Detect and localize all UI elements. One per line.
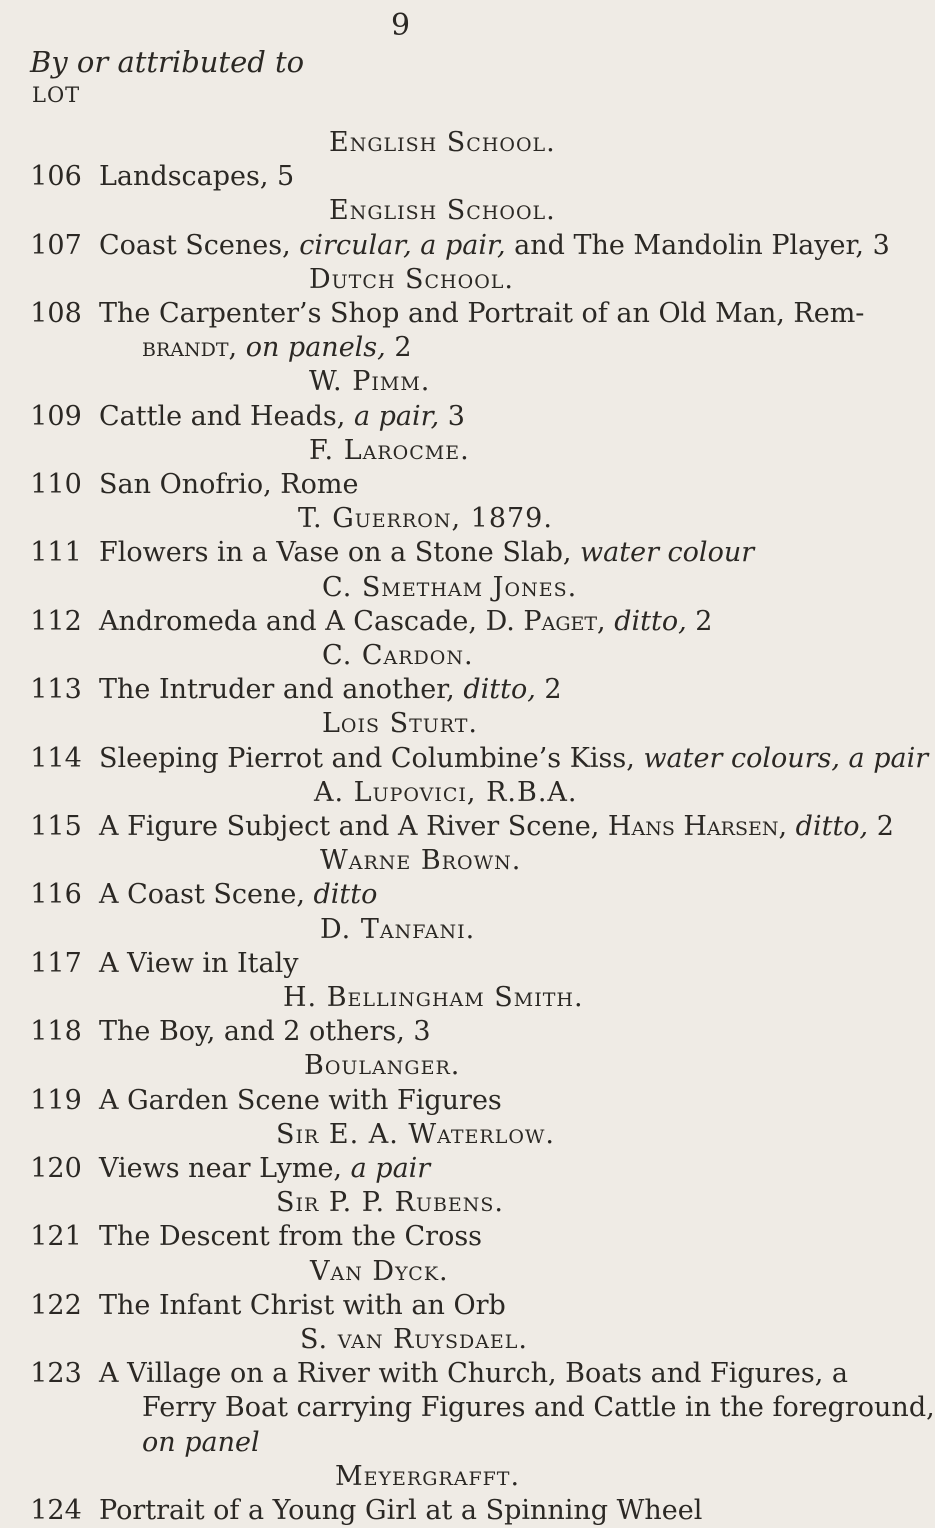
artist-heading: English School. <box>329 195 556 227</box>
lot-number: 122 <box>30 1289 82 1321</box>
artist-heading: C. Cardon. <box>322 640 474 671</box>
lot-description: A Village on a River with Church, Boats and Figures, a <box>99 1358 849 1390</box>
artist-heading: T. Guerron, 1879. <box>298 503 553 535</box>
artist-heading: Sir P. P. Rubens. <box>276 1187 505 1219</box>
lot-number: 120 <box>30 1153 82 1184</box>
lot-number: 117 <box>30 947 82 979</box>
artist-heading: C. Smetham Jones. <box>322 571 578 603</box>
artist-heading: Warne Brown. <box>320 845 522 877</box>
lot-description: The Carpenter’s Shop and Portrait of an Old Man, Rem- <box>99 298 865 329</box>
page-number: 9 <box>390 8 411 43</box>
lot-description: A Garden Scene with Figures <box>99 1084 502 1116</box>
lot-number: 119 <box>30 1084 82 1116</box>
lot-number: 108 <box>30 298 82 329</box>
lot-number: 121 <box>30 1221 82 1253</box>
lot-column-header: LOT <box>32 83 81 107</box>
lot-number: 115 <box>30 811 82 842</box>
artist-heading: S. van Ruysdael. <box>300 1324 528 1355</box>
artist-heading: Dutch School. <box>309 263 514 295</box>
lot-number: 116 <box>30 879 82 911</box>
lot-description: The Boy, and 2 others, 3 <box>99 1016 431 1048</box>
lot-description: Andromeda and A Cascade, D. Paget, ditto, 2 <box>99 605 713 637</box>
lot-number: 113 <box>30 674 82 706</box>
artist-heading: F. Larocme. <box>309 434 470 466</box>
artist-heading: W. Pimm. <box>309 366 431 398</box>
lot-description: A View in Italy <box>99 947 299 979</box>
lot-number: 114 <box>30 742 82 774</box>
lot-number: 107 <box>30 229 82 261</box>
artist-heading: Sir E. A. Waterlow. <box>276 1118 556 1150</box>
artist-heading: A. Lupovici, R.B.A. <box>314 776 578 808</box>
lot-description: Portrait of a Young Girl at a Spinning Wheel <box>99 1495 703 1526</box>
lot-description: The Infant Christ with an Orb <box>99 1289 506 1321</box>
artist-heading: Boulanger. <box>304 1050 461 1082</box>
lot-description: San Onofrio, Rome <box>99 469 359 500</box>
lot-number: 112 <box>30 605 82 637</box>
lot-description: Sleeping Pierrot and Columbine’s Kiss, water colours, a pair <box>99 742 929 774</box>
lot-description: The Descent from the Cross <box>99 1221 483 1253</box>
lot-number: 109 <box>30 400 82 432</box>
lot-number: 106 <box>30 161 82 193</box>
lot-description: The Intruder and another, ditto, 2 <box>99 674 562 706</box>
artist-heading: English School. <box>329 127 556 158</box>
artist-heading: Lois Sturt. <box>322 708 479 740</box>
artist-heading: Meyergrafft. <box>335 1460 521 1492</box>
lot-number: 111 <box>30 537 82 569</box>
lot-description: Flowers in a Vase on a Stone Slab, water colour <box>99 537 755 569</box>
lot-description: A Coast Scene, ditto <box>99 879 378 911</box>
lot-description: Views near Lyme, a pair <box>99 1153 431 1184</box>
lot-description: Coast Scenes, circular, a pair, and The Mandolin Player, 3 <box>99 229 890 261</box>
section-heading: By or attributed to <box>30 45 305 79</box>
artist-heading: Van Dyck. <box>310 1255 449 1287</box>
artist-heading: H. Bellingham Smith. <box>283 982 584 1013</box>
lot-number: 110 <box>30 469 82 500</box>
lot-description: A Figure Subject and A River Scene, Hans Harsen, ditto, 2 <box>99 811 894 842</box>
lot-description: Cattle and Heads, a pair, 3 <box>99 400 465 432</box>
lot-number: 124 <box>30 1495 82 1526</box>
lot-description: Landscapes, 5 <box>99 161 295 193</box>
artist-heading: D. Tanfani. <box>320 913 476 945</box>
lot-number: 118 <box>30 1016 82 1048</box>
lot-number: 123 <box>30 1358 82 1390</box>
